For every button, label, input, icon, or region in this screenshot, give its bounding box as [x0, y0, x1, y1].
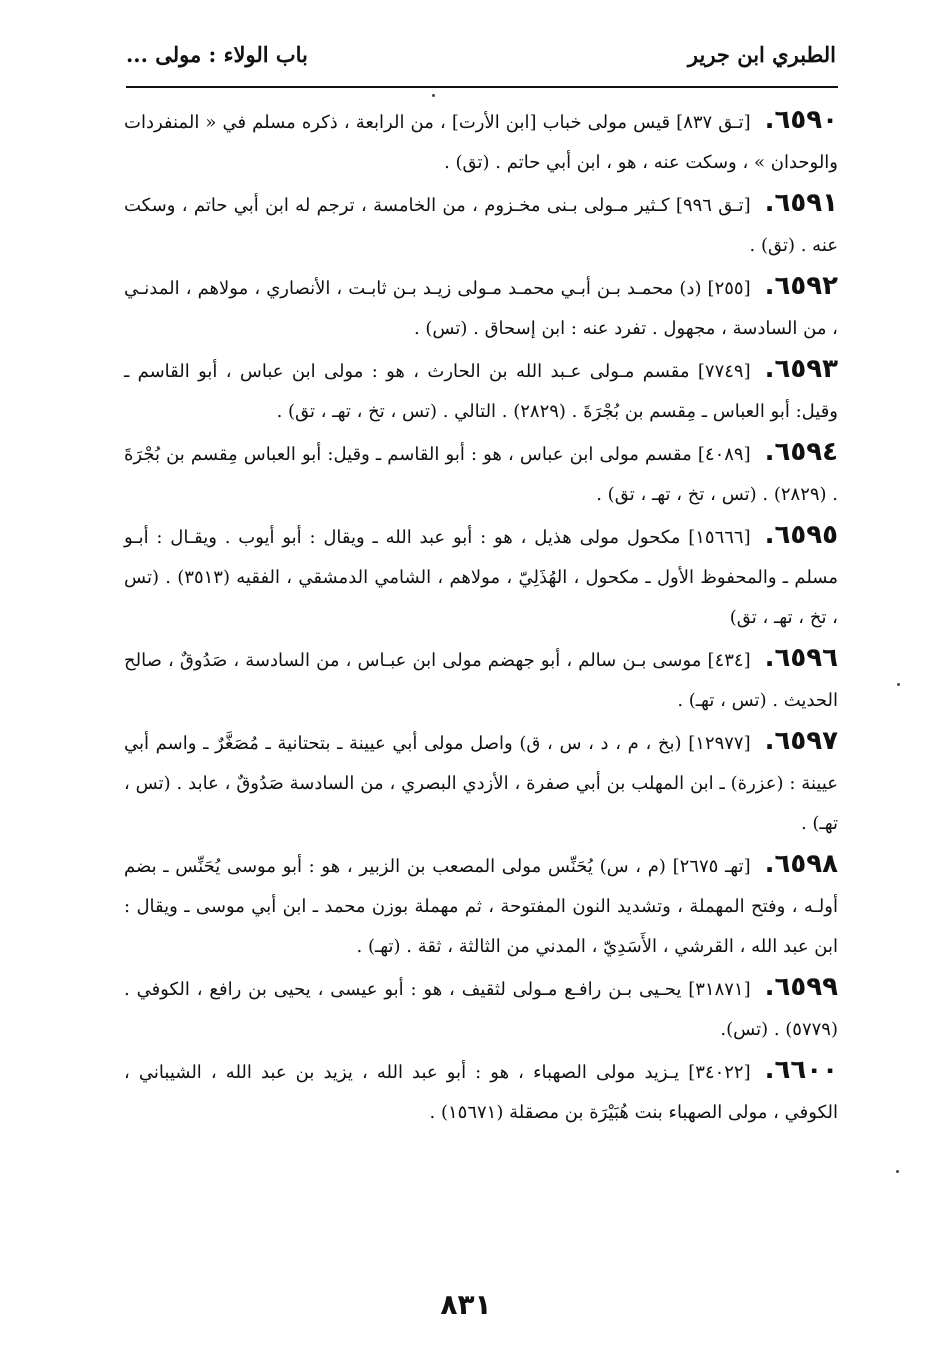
- entry-6600: [124, 1050, 838, 1133]
- book-title: الطبري ابن جرير: [687, 42, 836, 67]
- entry-text: [٣٤٠٢٢] يـزيد مولى الصهباء ، هو : أبو عبد الله ، يزيد بن عبد الله ، الشيباني ، الكوفي ، مولى الصهباء بنت هُبَيْرَة بن مصقلة (١٥٦٧١) .: [124, 1062, 838, 1123]
- page-body: [124, 100, 838, 1133]
- entry-6596: [124, 638, 838, 721]
- entry-number: ٦٦٠٠.: [764, 1055, 838, 1085]
- entry-text: [٤٠٨٩] مقسم مولى ابن عباس ، هو : أبو القاسم ـ وقيل: أبو العباس مِقسم بن بُجْرَةَ . (٢٨٢٩) . (تس ، تخ ، تهـ ، تق) .: [124, 444, 838, 505]
- scan-speck: [432, 94, 435, 97]
- entry-text: [٧٧٤٩] مقسم مـولى عـبد الله بن الحارث ، هو : مولى ابن عباس ، أبو القاسم ـ وقيل: أبو العباس ـ مِقسم بن بُجْرَةَ . (٢٨٢٩) . التالي . (تس ، تخ ، تهـ ، تق) .: [124, 361, 838, 422]
- chapter-title: باب الولاء : مولى ...: [126, 42, 308, 67]
- page-number: ٨٣١: [440, 1288, 492, 1321]
- entry-number: ٦٥٩٧.: [764, 726, 838, 756]
- entry-number: ٦٥٩٢.: [764, 271, 838, 301]
- scan-speck: [897, 683, 900, 686]
- entry-text: [تـق ٩٩٦] كـثير مـولى بـنى مخـزوم ، من الخامسة ، ترجم له ابن أبي حاتم ، وسكت عنه . (تق) .: [124, 195, 838, 256]
- entry-text: [تـق ٨٣٧] قيس مولى خباب [ابن الأرت] ، من الرابعة ، ذكره مسلم في « المنفردات والوحدان » ، وسكت عنه ، هو ، ابن أبي حاتم . (تق) .: [124, 112, 838, 173]
- entry-6597: [124, 721, 838, 844]
- entry-number: ٦٥٩٣.: [764, 354, 838, 384]
- entry-6598: [124, 844, 838, 967]
- entry-text: [٤٣٤] موسى بـن سالم ، أبو جهضم مولى ابن عبـاس ، من السادسة ، صَدُوقٌ ، صالح الحديث . (تس ، تهـ) .: [124, 650, 838, 711]
- entry-6599: [124, 967, 838, 1050]
- entry-6593: [124, 349, 838, 432]
- scan-speck: [896, 1170, 899, 1173]
- entry-text: [٣١٨٧١] يحـيى بـن رافـع مـولى لثقيف ، هو : أبو عيسى ، يحيى بن رافع ، الكوفي . (٥٧٧٩) . (تس).: [124, 979, 838, 1040]
- entry-number: ٦٥٩١.: [764, 188, 838, 218]
- entry-text: [١٢٩٧٧] (بخ ، م ، د ، س ، ق) واصل مولى أبي عيينة ـ بتحتانية ـ مُصَغَّرٌ ـ واسم أبي عيينة : (عزرة) ـ ابن المهلب بن أبي صفرة ، الأزدي البصري ، من السادسة صَدُوقٌ ، عابد . (تس ، تهـ) .: [124, 733, 838, 834]
- entry-6592: [124, 266, 838, 349]
- entry-number: ٦٥٩٨.: [764, 849, 838, 879]
- entry-text: [٢٥٥] (د) محمـد بـن أبـي محمـد مـولى زيـد بـن ثابـت ، الأنصاري ، مولاهم ، المدنـي ، من السادسة ، مجهول . تفرد عنه : ابن إسحاق . (تس) .: [124, 278, 838, 339]
- entry-number: ٦٥٩٤.: [764, 437, 838, 467]
- entry-number: ٦٥٩٩.: [764, 972, 838, 1002]
- running-header: [126, 42, 836, 82]
- entry-6590: [124, 100, 838, 183]
- entry-number: ٦٥٩٠.: [764, 105, 838, 135]
- entry-number: ٦٥٩٦.: [764, 643, 838, 673]
- entry-6594: [124, 432, 838, 515]
- entry-text: [١٥٦٦٦] مكحول مولى هذيل ، هو : أبو عبد الله ـ ويقال : أبو أيوب . ويقـال : أبـو مسلم ـ والمحفوظ الأول ـ مكحول ، الهُذَلِيّ ، مولاهم ، الشامي الدمشقي ، الفقيه (٣٥١٣) . (تس ، تخ ، تهـ ، تق): [124, 527, 838, 628]
- header-rule: [126, 86, 838, 88]
- entry-text: [تهـ ٢٦٧٥] (م ، س) يُحَنِّس مولى المصعب بن الزبير ، هو : أبو موسى يُحَنِّس ـ بضم أولـه ، وفتح المهملة ، وتشديد النون المفتوحة ، ثم مهملة بوزن محمد ـ ابن أبي موسى ـ ويقال : ابن عبد الله ، القرشي ، الأَسَدِيّ ، المدني من الثالثة ، ثقة . (تهـ) .: [124, 856, 838, 957]
- entry-number: ٦٥٩٥.: [764, 520, 838, 550]
- entry-6595: [124, 515, 838, 638]
- entry-6591: [124, 183, 838, 266]
